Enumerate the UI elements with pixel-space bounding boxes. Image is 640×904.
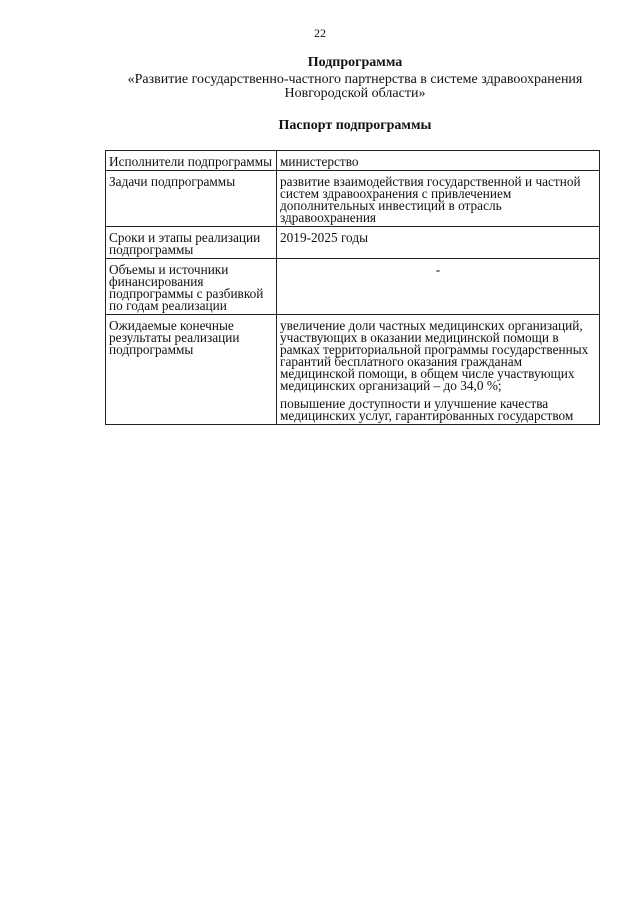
table-row [106, 171, 600, 227]
row-value [277, 171, 600, 227]
table-row [106, 151, 600, 171]
row-value-text: - [435, 262, 441, 277]
row-label: Сроки и этапы реализации подпрограммы [106, 227, 277, 259]
page-number: 22 [314, 26, 326, 40]
passport-title: Паспорт подпрограммы [278, 118, 432, 133]
row-value-text: 2019-2025 годы [280, 230, 369, 245]
row-value [277, 151, 600, 171]
subprogram-title: Подпрограмма [307, 55, 403, 70]
subprogram-subtitle [100, 73, 610, 101]
row-label: Задачи подпрограммы [106, 171, 277, 227]
row-label: Исполнители подпрограммы [106, 151, 277, 171]
row-value-text: увеличение доли частных медицинских организаций, участвующих в оказании медицинской помощи в рамках территориальной программы государственных гарантий бесплатного оказания гражданам медицинской помощи, в общем числе участвующих медицинских организаций – до 34,0 %; [280, 318, 589, 393]
row-value [277, 227, 600, 259]
row-label: Объемы и источники финансирования подпрограммы с разбивкой по годам реализации [106, 259, 277, 315]
row-value-text: министерство [280, 154, 359, 169]
table-row [106, 227, 600, 259]
passport-table [105, 150, 600, 425]
subtitle-line-1: «Развитие государственно-частного партнерства в системе здравоохранения [127, 72, 583, 87]
subtitle-line-2: Новгородской области» [284, 86, 426, 101]
row-value-text: развитие взаимодействия государственной и частной систем здравоохранения с привлечением дополнительных инвестиций в отрасль здравоохранения [280, 174, 581, 225]
table-row [106, 315, 600, 425]
row-value-text: повышение доступности и улучшение качества медицинских услуг, гарантированных государством [280, 396, 574, 423]
row-label: Ожидаемые конечные результаты реализации подпрограммы [106, 315, 277, 425]
row-value [277, 259, 600, 315]
row-value [277, 315, 600, 425]
table-row [106, 259, 600, 315]
